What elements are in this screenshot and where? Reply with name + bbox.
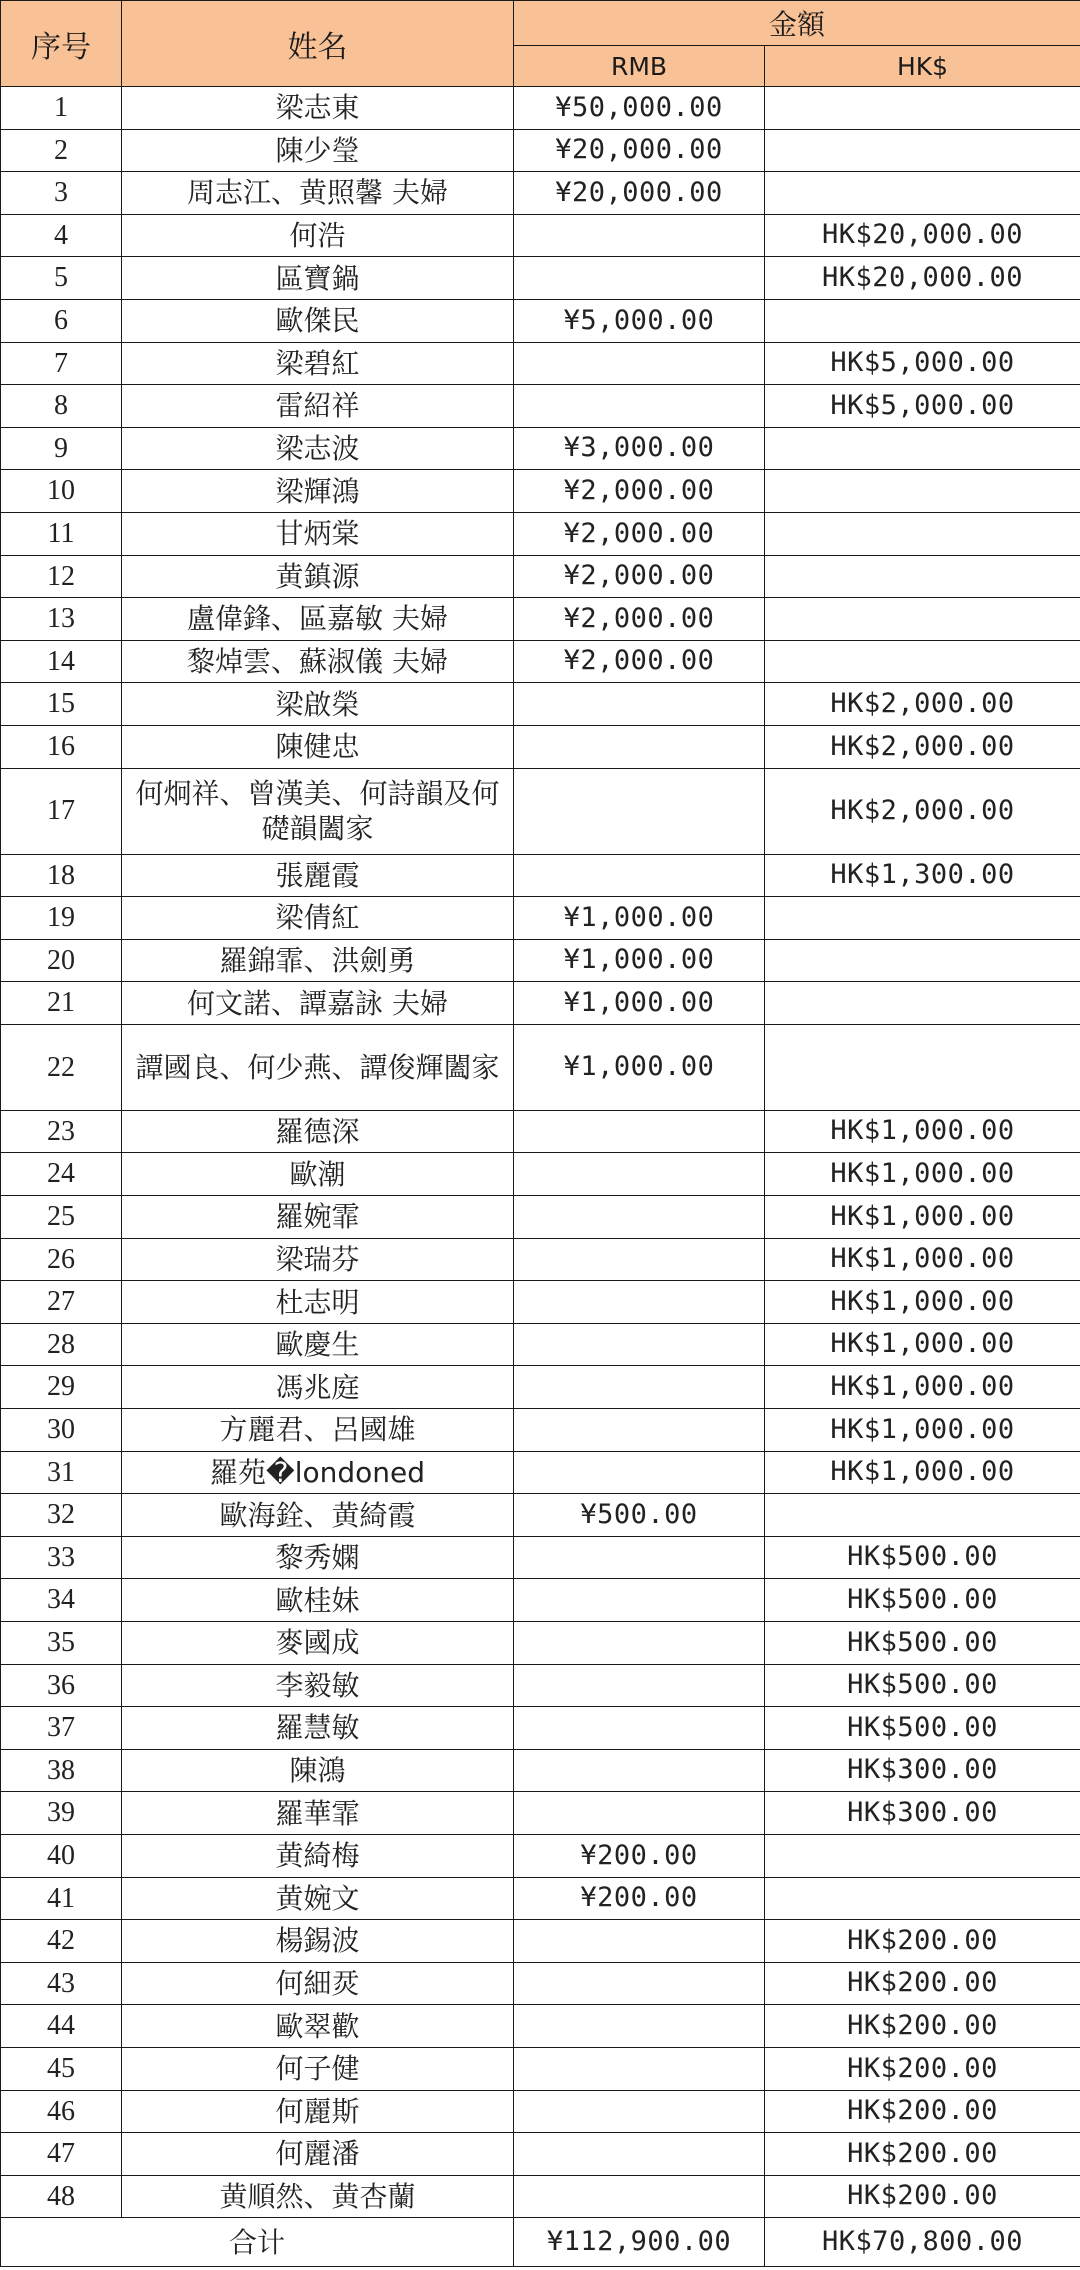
row-number: 6 [1, 299, 122, 342]
row-name: 黄順然、黄杏蘭 [122, 2175, 514, 2218]
row-rmb-amount: ¥2,000.00 [514, 512, 765, 555]
table-row [1, 768, 1080, 854]
table-row [1, 1749, 1080, 1792]
row-name: 歐潮 [122, 1153, 514, 1196]
table-row [1, 683, 1080, 726]
row-number: 27 [1, 1281, 122, 1324]
row-number: 20 [1, 939, 122, 982]
table-row [1, 1281, 1080, 1324]
table-row [1, 1323, 1080, 1366]
row-hkd-amount: HK$2,000.00 [765, 683, 1080, 726]
row-number: 17 [1, 768, 122, 854]
row-hkd-amount: HK$500.00 [765, 1579, 1080, 1622]
row-number: 30 [1, 1409, 122, 1452]
row-number: 2 [1, 129, 122, 172]
row-number: 43 [1, 1962, 122, 2005]
row-number: 14 [1, 640, 122, 683]
row-name: 黎秀嫻 [122, 1536, 514, 1579]
row-number: 8 [1, 385, 122, 428]
header-index: 序号 [1, 1, 122, 87]
row-hkd-amount: HK$200.00 [765, 2005, 1080, 2048]
row-number: 7 [1, 342, 122, 385]
row-rmb-amount [514, 385, 765, 428]
row-hkd-amount [765, 1834, 1080, 1877]
row-hkd-amount [765, 129, 1080, 172]
table-row [1, 1536, 1080, 1579]
table-row [1, 2005, 1080, 2048]
table-row [1, 1196, 1080, 1239]
row-hkd-amount: HK$200.00 [765, 2133, 1080, 2176]
row-hkd-amount: HK$1,000.00 [765, 1281, 1080, 1324]
row-rmb-amount: ¥20,000.00 [514, 172, 765, 215]
table-row [1, 1366, 1080, 1409]
table-row [1, 1153, 1080, 1196]
row-number: 9 [1, 427, 122, 470]
row-hkd-amount: HK$500.00 [765, 1622, 1080, 1665]
table-row [1, 725, 1080, 768]
row-number: 39 [1, 1792, 122, 1835]
row-name: 陳健忠 [122, 725, 514, 768]
row-rmb-amount [514, 1749, 765, 1792]
table-row [1, 1110, 1080, 1153]
row-rmb-amount [514, 1281, 765, 1324]
row-rmb-amount [514, 1536, 765, 1579]
row-hkd-amount [765, 427, 1080, 470]
row-name: 黎焯雲、蘇淑儀 夫婦 [122, 640, 514, 683]
row-hkd-amount: HK$500.00 [765, 1536, 1080, 1579]
row-number: 32 [1, 1494, 122, 1537]
row-hkd-amount [765, 939, 1080, 982]
row-name: 羅錦霏、洪劍勇 [122, 939, 514, 982]
row-hkd-amount: HK$1,000.00 [765, 1153, 1080, 1196]
row-hkd-amount: HK$20,000.00 [765, 257, 1080, 300]
row-hkd-amount: HK$1,000.00 [765, 1366, 1080, 1409]
table-row [1, 1877, 1080, 1920]
row-hkd-amount: HK$5,000.00 [765, 385, 1080, 428]
table-row [1, 1238, 1080, 1281]
table-row [1, 1622, 1080, 1665]
row-rmb-amount [514, 1579, 765, 1622]
header-name: 姓名 [122, 1, 514, 87]
total-hkd: HK$70,800.00 [765, 2218, 1080, 2267]
row-rmb-amount [514, 2005, 765, 2048]
row-name: 梁志波 [122, 427, 514, 470]
row-hkd-amount: HK$1,000.00 [765, 1110, 1080, 1153]
row-rmb-amount [514, 683, 765, 726]
row-name: 何細烎 [122, 1962, 514, 2005]
row-rmb-amount: ¥2,000.00 [514, 555, 765, 598]
row-name: 梁輝鴻 [122, 470, 514, 513]
table-row [1, 854, 1080, 897]
row-name: 何麗斯 [122, 2090, 514, 2133]
row-rmb-amount [514, 1707, 765, 1750]
table-row [1, 2175, 1080, 2218]
row-name: 歐海銓、黄綺霞 [122, 1494, 514, 1537]
row-number: 23 [1, 1110, 122, 1153]
row-number: 11 [1, 512, 122, 555]
table-row [1, 2047, 1080, 2090]
row-hkd-amount [765, 87, 1080, 130]
row-number: 38 [1, 1749, 122, 1792]
row-name: 歐傑民 [122, 299, 514, 342]
row-name: 方麗君、呂國雄 [122, 1409, 514, 1452]
row-name: 梁倩紅 [122, 897, 514, 940]
row-rmb-amount: ¥5,000.00 [514, 299, 765, 342]
table-row [1, 172, 1080, 215]
row-hkd-amount: HK$1,000.00 [765, 1238, 1080, 1281]
row-name: 馮兆庭 [122, 1366, 514, 1409]
row-hkd-amount [765, 1494, 1080, 1537]
row-number: 40 [1, 1834, 122, 1877]
row-rmb-amount [514, 1962, 765, 2005]
row-hkd-amount [765, 1877, 1080, 1920]
row-number: 31 [1, 1451, 122, 1494]
row-hkd-amount: HK$1,000.00 [765, 1409, 1080, 1452]
row-hkd-amount: HK$200.00 [765, 1962, 1080, 2005]
table-row [1, 427, 1080, 470]
total-row [1, 2218, 1080, 2267]
row-number: 28 [1, 1323, 122, 1366]
table-header [1, 1, 1080, 87]
header-rmb: RMB [514, 46, 765, 87]
row-name: 何麗潘 [122, 2133, 514, 2176]
row-rmb-amount: ¥2,000.00 [514, 470, 765, 513]
row-number: 16 [1, 725, 122, 768]
row-number: 15 [1, 683, 122, 726]
row-rmb-amount [514, 1153, 765, 1196]
row-number: 3 [1, 172, 122, 215]
row-number: 48 [1, 2175, 122, 2218]
row-name: 周志江、黄照馨 夫婦 [122, 172, 514, 215]
row-rmb-amount [514, 1323, 765, 1366]
row-number: 19 [1, 897, 122, 940]
row-hkd-amount [765, 555, 1080, 598]
row-number: 44 [1, 2005, 122, 2048]
row-name: 梁瑞芬 [122, 1238, 514, 1281]
row-number: 21 [1, 982, 122, 1025]
row-hkd-amount [765, 982, 1080, 1025]
row-name: 梁志東 [122, 87, 514, 130]
row-hkd-amount: HK$300.00 [765, 1749, 1080, 1792]
row-name: 黄婉文 [122, 1877, 514, 1920]
row-number: 5 [1, 257, 122, 300]
table-row [1, 1664, 1080, 1707]
row-rmb-amount: ¥1,000.00 [514, 897, 765, 940]
row-name: 麥國成 [122, 1622, 514, 1665]
row-rmb-amount: ¥1,000.00 [514, 982, 765, 1025]
row-hkd-amount: HK$1,000.00 [765, 1451, 1080, 1494]
row-name: 羅苑�londoned [122, 1451, 514, 1494]
row-hkd-amount: HK$1,000.00 [765, 1196, 1080, 1239]
row-rmb-amount [514, 1792, 765, 1835]
row-number: 29 [1, 1366, 122, 1409]
table-row [1, 982, 1080, 1025]
row-rmb-amount: ¥1,000.00 [514, 1024, 765, 1110]
total-label: 合计 [1, 2218, 514, 2267]
row-hkd-amount [765, 897, 1080, 940]
table-row [1, 1920, 1080, 1963]
row-name: 楊錫波 [122, 1920, 514, 1963]
row-hkd-amount: HK$2,000.00 [765, 768, 1080, 854]
table-row [1, 1451, 1080, 1494]
row-hkd-amount [765, 598, 1080, 641]
row-number: 24 [1, 1153, 122, 1196]
row-name: 黄鎮源 [122, 555, 514, 598]
header-row-top [1, 1, 1080, 46]
row-number: 12 [1, 555, 122, 598]
row-name: 譚國良、何少燕、譚俊輝闔家 [122, 1024, 514, 1110]
row-name: 黄綺梅 [122, 1834, 514, 1877]
row-rmb-amount: ¥200.00 [514, 1877, 765, 1920]
row-rmb-amount [514, 1110, 765, 1153]
row-rmb-amount: ¥2,000.00 [514, 640, 765, 683]
table-row [1, 2090, 1080, 2133]
row-hkd-amount: HK$200.00 [765, 2175, 1080, 2218]
row-name: 雷紹祥 [122, 385, 514, 428]
header-hkd: HK$ [765, 46, 1080, 87]
row-number: 42 [1, 1920, 122, 1963]
row-rmb-amount [514, 257, 765, 300]
table-row [1, 385, 1080, 428]
row-rmb-amount: ¥1,000.00 [514, 939, 765, 982]
table-body [1, 87, 1080, 2218]
row-rmb-amount [514, 1622, 765, 1665]
header-amount: 金額 [514, 1, 1080, 46]
row-number: 25 [1, 1196, 122, 1239]
row-name: 李毅敏 [122, 1664, 514, 1707]
row-hkd-amount: HK$5,000.00 [765, 342, 1080, 385]
row-name: 羅德深 [122, 1110, 514, 1153]
row-hkd-amount: HK$20,000.00 [765, 214, 1080, 257]
row-rmb-amount: ¥3,000.00 [514, 427, 765, 470]
row-name: 陳少瑩 [122, 129, 514, 172]
row-rmb-amount [514, 1409, 765, 1452]
row-rmb-amount [514, 1920, 765, 1963]
row-rmb-amount: ¥500.00 [514, 1494, 765, 1537]
total-rmb: ¥112,900.00 [514, 2218, 765, 2267]
table-row [1, 939, 1080, 982]
table-row [1, 342, 1080, 385]
row-number: 35 [1, 1622, 122, 1665]
table-row [1, 1707, 1080, 1750]
row-name: 盧偉鋒、區嘉敏 夫婦 [122, 598, 514, 641]
row-hkd-amount [765, 640, 1080, 683]
table-row [1, 2133, 1080, 2176]
row-name: 區寶鍋 [122, 257, 514, 300]
row-hkd-amount: HK$2,000.00 [765, 725, 1080, 768]
row-name: 何子健 [122, 2047, 514, 2090]
row-rmb-amount: ¥50,000.00 [514, 87, 765, 130]
row-name: 羅華霏 [122, 1792, 514, 1835]
row-hkd-amount: HK$1,000.00 [765, 1323, 1080, 1366]
row-rmb-amount [514, 342, 765, 385]
table-row [1, 87, 1080, 130]
row-name: 張麗霞 [122, 854, 514, 897]
row-name: 羅婉霏 [122, 1196, 514, 1239]
row-number: 13 [1, 598, 122, 641]
table-row [1, 512, 1080, 555]
row-number: 10 [1, 470, 122, 513]
row-number: 41 [1, 1877, 122, 1920]
row-number: 18 [1, 854, 122, 897]
table-row [1, 1409, 1080, 1452]
row-rmb-amount [514, 725, 765, 768]
row-number: 22 [1, 1024, 122, 1110]
table-row [1, 1579, 1080, 1622]
row-rmb-amount [514, 2090, 765, 2133]
table-row [1, 1494, 1080, 1537]
row-hkd-amount: HK$1,300.00 [765, 854, 1080, 897]
table-row [1, 897, 1080, 940]
row-rmb-amount: ¥2,000.00 [514, 598, 765, 641]
row-number: 46 [1, 2090, 122, 2133]
row-number: 4 [1, 214, 122, 257]
row-number: 45 [1, 2047, 122, 2090]
row-rmb-amount [514, 854, 765, 897]
row-name: 歐桂妹 [122, 1579, 514, 1622]
row-name: 陳鴻 [122, 1749, 514, 1792]
row-name: 甘炳棠 [122, 512, 514, 555]
table-row [1, 129, 1080, 172]
row-number: 47 [1, 2133, 122, 2176]
row-name: 何浩 [122, 214, 514, 257]
row-number: 1 [1, 87, 122, 130]
table-row [1, 1834, 1080, 1877]
row-hkd-amount: HK$500.00 [765, 1707, 1080, 1750]
table-row [1, 598, 1080, 641]
row-hkd-amount [765, 1024, 1080, 1110]
row-rmb-amount [514, 214, 765, 257]
row-hkd-amount: HK$200.00 [765, 2047, 1080, 2090]
row-hkd-amount: HK$300.00 [765, 1792, 1080, 1835]
row-name: 何文諾、譚嘉詠 夫婦 [122, 982, 514, 1025]
row-name: 歐翠歡 [122, 2005, 514, 2048]
row-name: 梁碧紅 [122, 342, 514, 385]
row-hkd-amount [765, 299, 1080, 342]
row-hkd-amount: HK$200.00 [765, 1920, 1080, 1963]
row-rmb-amount [514, 2133, 765, 2176]
row-name: 歐慶生 [122, 1323, 514, 1366]
row-number: 36 [1, 1664, 122, 1707]
row-rmb-amount [514, 768, 765, 854]
table-footer [1, 2218, 1080, 2267]
row-rmb-amount [514, 1196, 765, 1239]
row-hkd-amount [765, 512, 1080, 555]
table-row [1, 470, 1080, 513]
row-hkd-amount: HK$200.00 [765, 2090, 1080, 2133]
row-name: 何炯祥、曾漢美、何詩韻及何礎韻闔家 [122, 768, 514, 854]
row-rmb-amount: ¥200.00 [514, 1834, 765, 1877]
row-rmb-amount [514, 2175, 765, 2218]
row-number: 33 [1, 1536, 122, 1579]
table-row [1, 1792, 1080, 1835]
row-hkd-amount [765, 172, 1080, 215]
row-rmb-amount [514, 1451, 765, 1494]
table-row [1, 299, 1080, 342]
row-name: 羅慧敏 [122, 1707, 514, 1750]
row-rmb-amount [514, 1366, 765, 1409]
row-rmb-amount [514, 1238, 765, 1281]
row-number: 34 [1, 1579, 122, 1622]
row-hkd-amount: HK$500.00 [765, 1664, 1080, 1707]
table-row [1, 555, 1080, 598]
row-name: 梁啟榮 [122, 683, 514, 726]
row-name: 杜志明 [122, 1281, 514, 1324]
table-row [1, 640, 1080, 683]
table-row [1, 1024, 1080, 1110]
table-row [1, 257, 1080, 300]
row-hkd-amount [765, 470, 1080, 513]
row-rmb-amount [514, 1664, 765, 1707]
table-row [1, 1962, 1080, 2005]
table-row [1, 214, 1080, 257]
row-rmb-amount [514, 2047, 765, 2090]
row-number: 37 [1, 1707, 122, 1750]
row-number: 26 [1, 1238, 122, 1281]
row-rmb-amount: ¥20,000.00 [514, 129, 765, 172]
